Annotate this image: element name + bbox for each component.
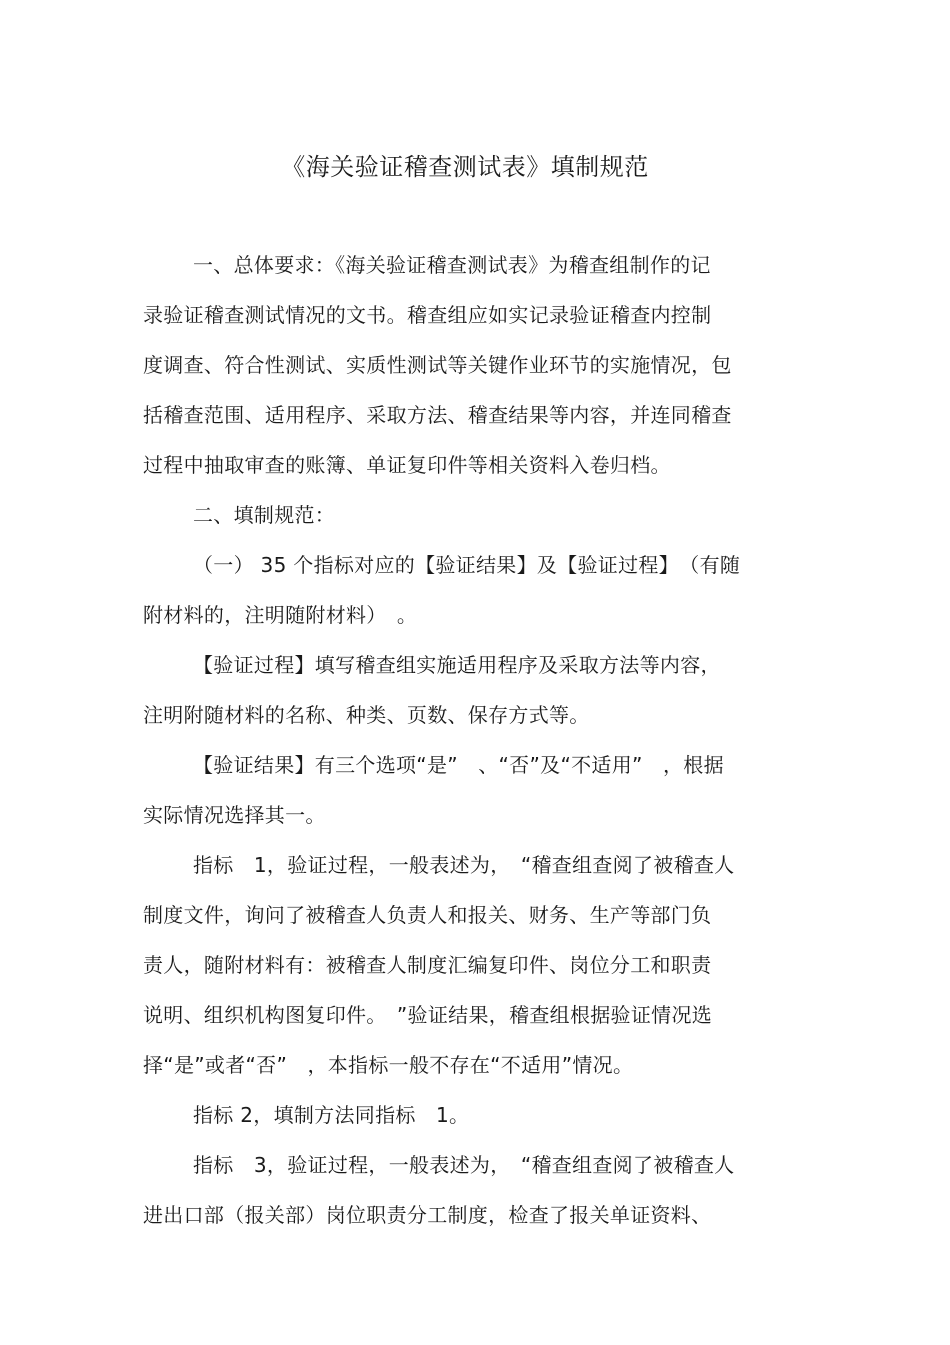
paragraph-line: （一） 35 个指标对应的【验证结果】及【验证过程】 （有随 bbox=[193, 553, 741, 577]
paragraph-line: 责人，随附材料有：被稽查人制度汇编复印件、岗位分工和职责 bbox=[143, 953, 712, 977]
paragraph-line: 括稽查范围、适用程序、采取方法、稽查结果等内容，并连同稽查 bbox=[143, 403, 732, 427]
paragraph-line: 指标 2，填制方法同指标 1。 bbox=[193, 1103, 470, 1127]
document-title: 《海关验证稽查测试表》填制规范 bbox=[281, 153, 649, 181]
paragraph-line: 进出口部（报关部）岗位职责分工制度，检查了报关单证资料、 bbox=[143, 1203, 712, 1227]
paragraph-line: 说明、组织机构图复印件。 ”验证结果，稽查组根据验证情况选 bbox=[143, 1003, 713, 1027]
paragraph-line: 过程中抽取审查的账簿、单证复印件等相关资料入卷归档。 bbox=[143, 453, 671, 477]
paragraph-line: 指标 3，验证过程，一般表述为， “稽查组查阅了被稽查人 bbox=[193, 1153, 735, 1177]
paragraph-line: 附材料的，注明随附材料） 。 bbox=[143, 603, 418, 627]
paragraph-line: 制度文件，询问了被稽查人负责人和报关、财务、生产等部门负 bbox=[143, 903, 712, 927]
paragraph-line: 注明附随材料的名称、种类、页数、保存方式等。 bbox=[143, 703, 590, 727]
paragraph-line: 【验证结果】有三个选项“是” 、“否”及“不适用” ，根据 bbox=[193, 753, 724, 777]
paragraph-line: 录验证稽查测试情况的文书。稽查组应如实记录验证稽查内控制 bbox=[143, 303, 712, 327]
section-heading: 二、填制规范： bbox=[193, 503, 336, 527]
paragraph-line: 度调查、符合性测试、实质性测试等关键作业环节的实施情况，包 bbox=[143, 353, 732, 377]
paragraph-line: 指标 1，验证过程，一般表述为， “稽查组查阅了被稽查人 bbox=[193, 853, 735, 877]
paragraph-line: 【验证过程】填写稽查组实施适用程序及采取方法等内容， bbox=[193, 653, 721, 677]
paragraph-line: 实际情况选择其一。 bbox=[143, 803, 326, 827]
paragraph-line: 择“是”或者“否” ，本指标一般不存在“不适用”情况。 bbox=[143, 1053, 634, 1077]
paragraph-line: 一、总体要求：《海关验证稽查测试表》为稽查组制作的记 bbox=[193, 253, 711, 277]
